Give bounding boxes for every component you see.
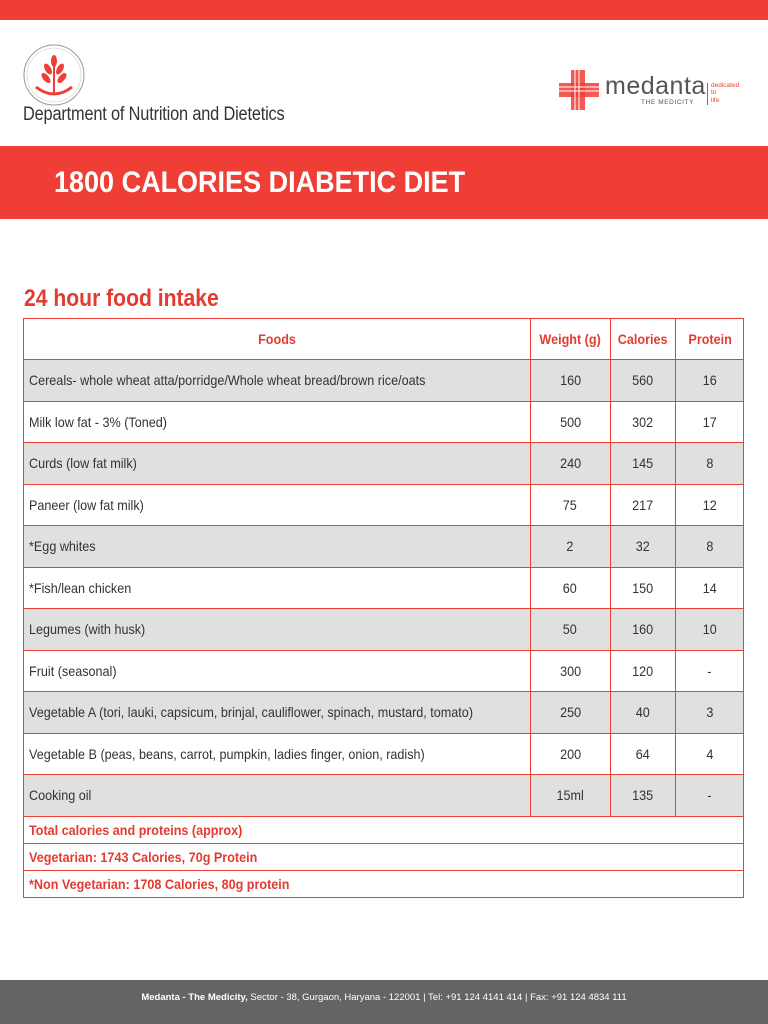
calories-cell: 145 xyxy=(610,443,676,485)
calories-cell: 135 xyxy=(610,775,676,817)
calories-cell: 32 xyxy=(610,526,676,568)
tagline-line: dedicated xyxy=(711,82,740,89)
summary-row-vegetarian xyxy=(24,843,744,870)
medanta-divider xyxy=(707,83,708,105)
protein-cell: - xyxy=(676,775,744,817)
calories-cell: 150 xyxy=(610,567,676,609)
table-row xyxy=(24,775,744,817)
section-title: 24 hour food intake xyxy=(24,285,219,312)
footer-address: Sector - 38, Gurgaon, Haryana - 122001 | xyxy=(247,992,429,1003)
tagline-line: to xyxy=(711,89,717,97)
protein-cell: 14 xyxy=(676,567,744,609)
protein-cell: 17 xyxy=(676,401,744,443)
food-name-cell: Vegetable B (peas, beans, carrot, pumpkin, ladies finger, onion, radish) xyxy=(24,733,531,775)
food-name-cell: *Egg whites xyxy=(24,526,531,568)
footer-fax: Fax: +91 124 4834 111 xyxy=(530,992,627,1003)
column-header-calories: Calories xyxy=(610,319,676,360)
table-row xyxy=(24,692,744,734)
food-name-cell: Milk low fat - 3% (Toned) xyxy=(24,401,531,443)
weight-cell: 200 xyxy=(530,733,610,775)
medanta-subtitle: THE MEDICITY xyxy=(641,99,695,106)
calories-cell: 217 xyxy=(610,484,676,526)
weight-cell: 15ml xyxy=(530,775,610,817)
food-name-cell: Paneer (low fat milk) xyxy=(24,484,531,526)
summary-row-total xyxy=(24,816,744,843)
top-accent-bar xyxy=(0,0,768,20)
table-row xyxy=(24,650,744,692)
footer-contact xyxy=(0,992,768,1003)
protein-cell: 12 xyxy=(676,484,744,526)
weight-cell: 250 xyxy=(530,692,610,734)
footer-org: Medanta - The Medicity, xyxy=(141,992,248,1003)
summary-non-vegetarian-text: *Non Vegetarian: 1708 Calories, 80g protein xyxy=(24,870,744,897)
title-band xyxy=(0,146,768,219)
footer-separator: | xyxy=(522,992,531,1003)
column-header-protein: Protein xyxy=(676,319,744,360)
weight-cell: 500 xyxy=(530,401,610,443)
calories-cell: 560 xyxy=(610,360,676,402)
protein-cell: 16 xyxy=(676,360,744,402)
food-name-cell: Vegetable A (tori, lauki, capsicum, brinjal, cauliflower, spinach, mustard, tomato) xyxy=(24,692,531,734)
food-name-cell: Cereals- whole wheat atta/porridge/Whole wheat bread/brown rice/oats xyxy=(24,360,531,402)
column-header-foods: Foods xyxy=(24,319,531,360)
medanta-cross-icon xyxy=(557,68,601,112)
table-row xyxy=(24,484,744,526)
table-row xyxy=(24,360,744,402)
medanta-tagline xyxy=(711,82,739,104)
medanta-logo xyxy=(557,68,747,112)
department-name: Department of Nutrition and Dietetics xyxy=(23,104,285,125)
table-header-row xyxy=(24,319,744,360)
footer-bar xyxy=(0,980,768,1024)
footer-tel: Tel: +91 124 4141 414 xyxy=(428,992,523,1003)
food-name-cell: Fruit (seasonal) xyxy=(24,650,531,692)
food-name-cell: Cooking oil xyxy=(24,775,531,817)
table-row xyxy=(24,526,744,568)
calories-cell: 160 xyxy=(610,609,676,651)
protein-cell: - xyxy=(676,650,744,692)
summary-row-non-vegetarian xyxy=(24,870,744,897)
calories-cell: 120 xyxy=(610,650,676,692)
page-title: 1800 CALORIES DIABETIC DIET xyxy=(54,166,466,199)
column-header-weight: Weight (g) xyxy=(530,319,610,360)
table-row xyxy=(24,443,744,485)
weight-cell: 160 xyxy=(530,360,610,402)
medanta-wordmark: medanta xyxy=(605,72,706,100)
weight-cell: 2 xyxy=(530,526,610,568)
protein-cell: 3 xyxy=(676,692,744,734)
table-row xyxy=(24,733,744,775)
table-row xyxy=(24,401,744,443)
summary-vegetarian-text: Vegetarian: 1743 Calories, 70g Protein xyxy=(24,843,744,870)
weight-cell: 60 xyxy=(530,567,610,609)
food-name-cell: Curds (low fat milk) xyxy=(24,443,531,485)
food-name-cell: *Fish/lean chicken xyxy=(24,567,531,609)
table-row xyxy=(24,567,744,609)
weight-cell: 75 xyxy=(530,484,610,526)
calories-cell: 302 xyxy=(610,401,676,443)
calories-cell: 40 xyxy=(610,692,676,734)
protein-cell: 8 xyxy=(676,443,744,485)
food-intake-table xyxy=(23,318,744,898)
food-name-cell: Legumes (with husk) xyxy=(24,609,531,651)
protein-cell: 10 xyxy=(676,609,744,651)
calories-cell: 64 xyxy=(610,733,676,775)
weight-cell: 300 xyxy=(530,650,610,692)
protein-cell: 8 xyxy=(676,526,744,568)
weight-cell: 50 xyxy=(530,609,610,651)
tagline-line: life xyxy=(711,96,720,104)
protein-cell: 4 xyxy=(676,733,744,775)
summary-total-text: Total calories and proteins (approx) xyxy=(24,816,744,843)
weight-cell: 240 xyxy=(530,443,610,485)
department-wheat-logo-icon xyxy=(22,43,86,107)
table-row xyxy=(24,609,744,651)
